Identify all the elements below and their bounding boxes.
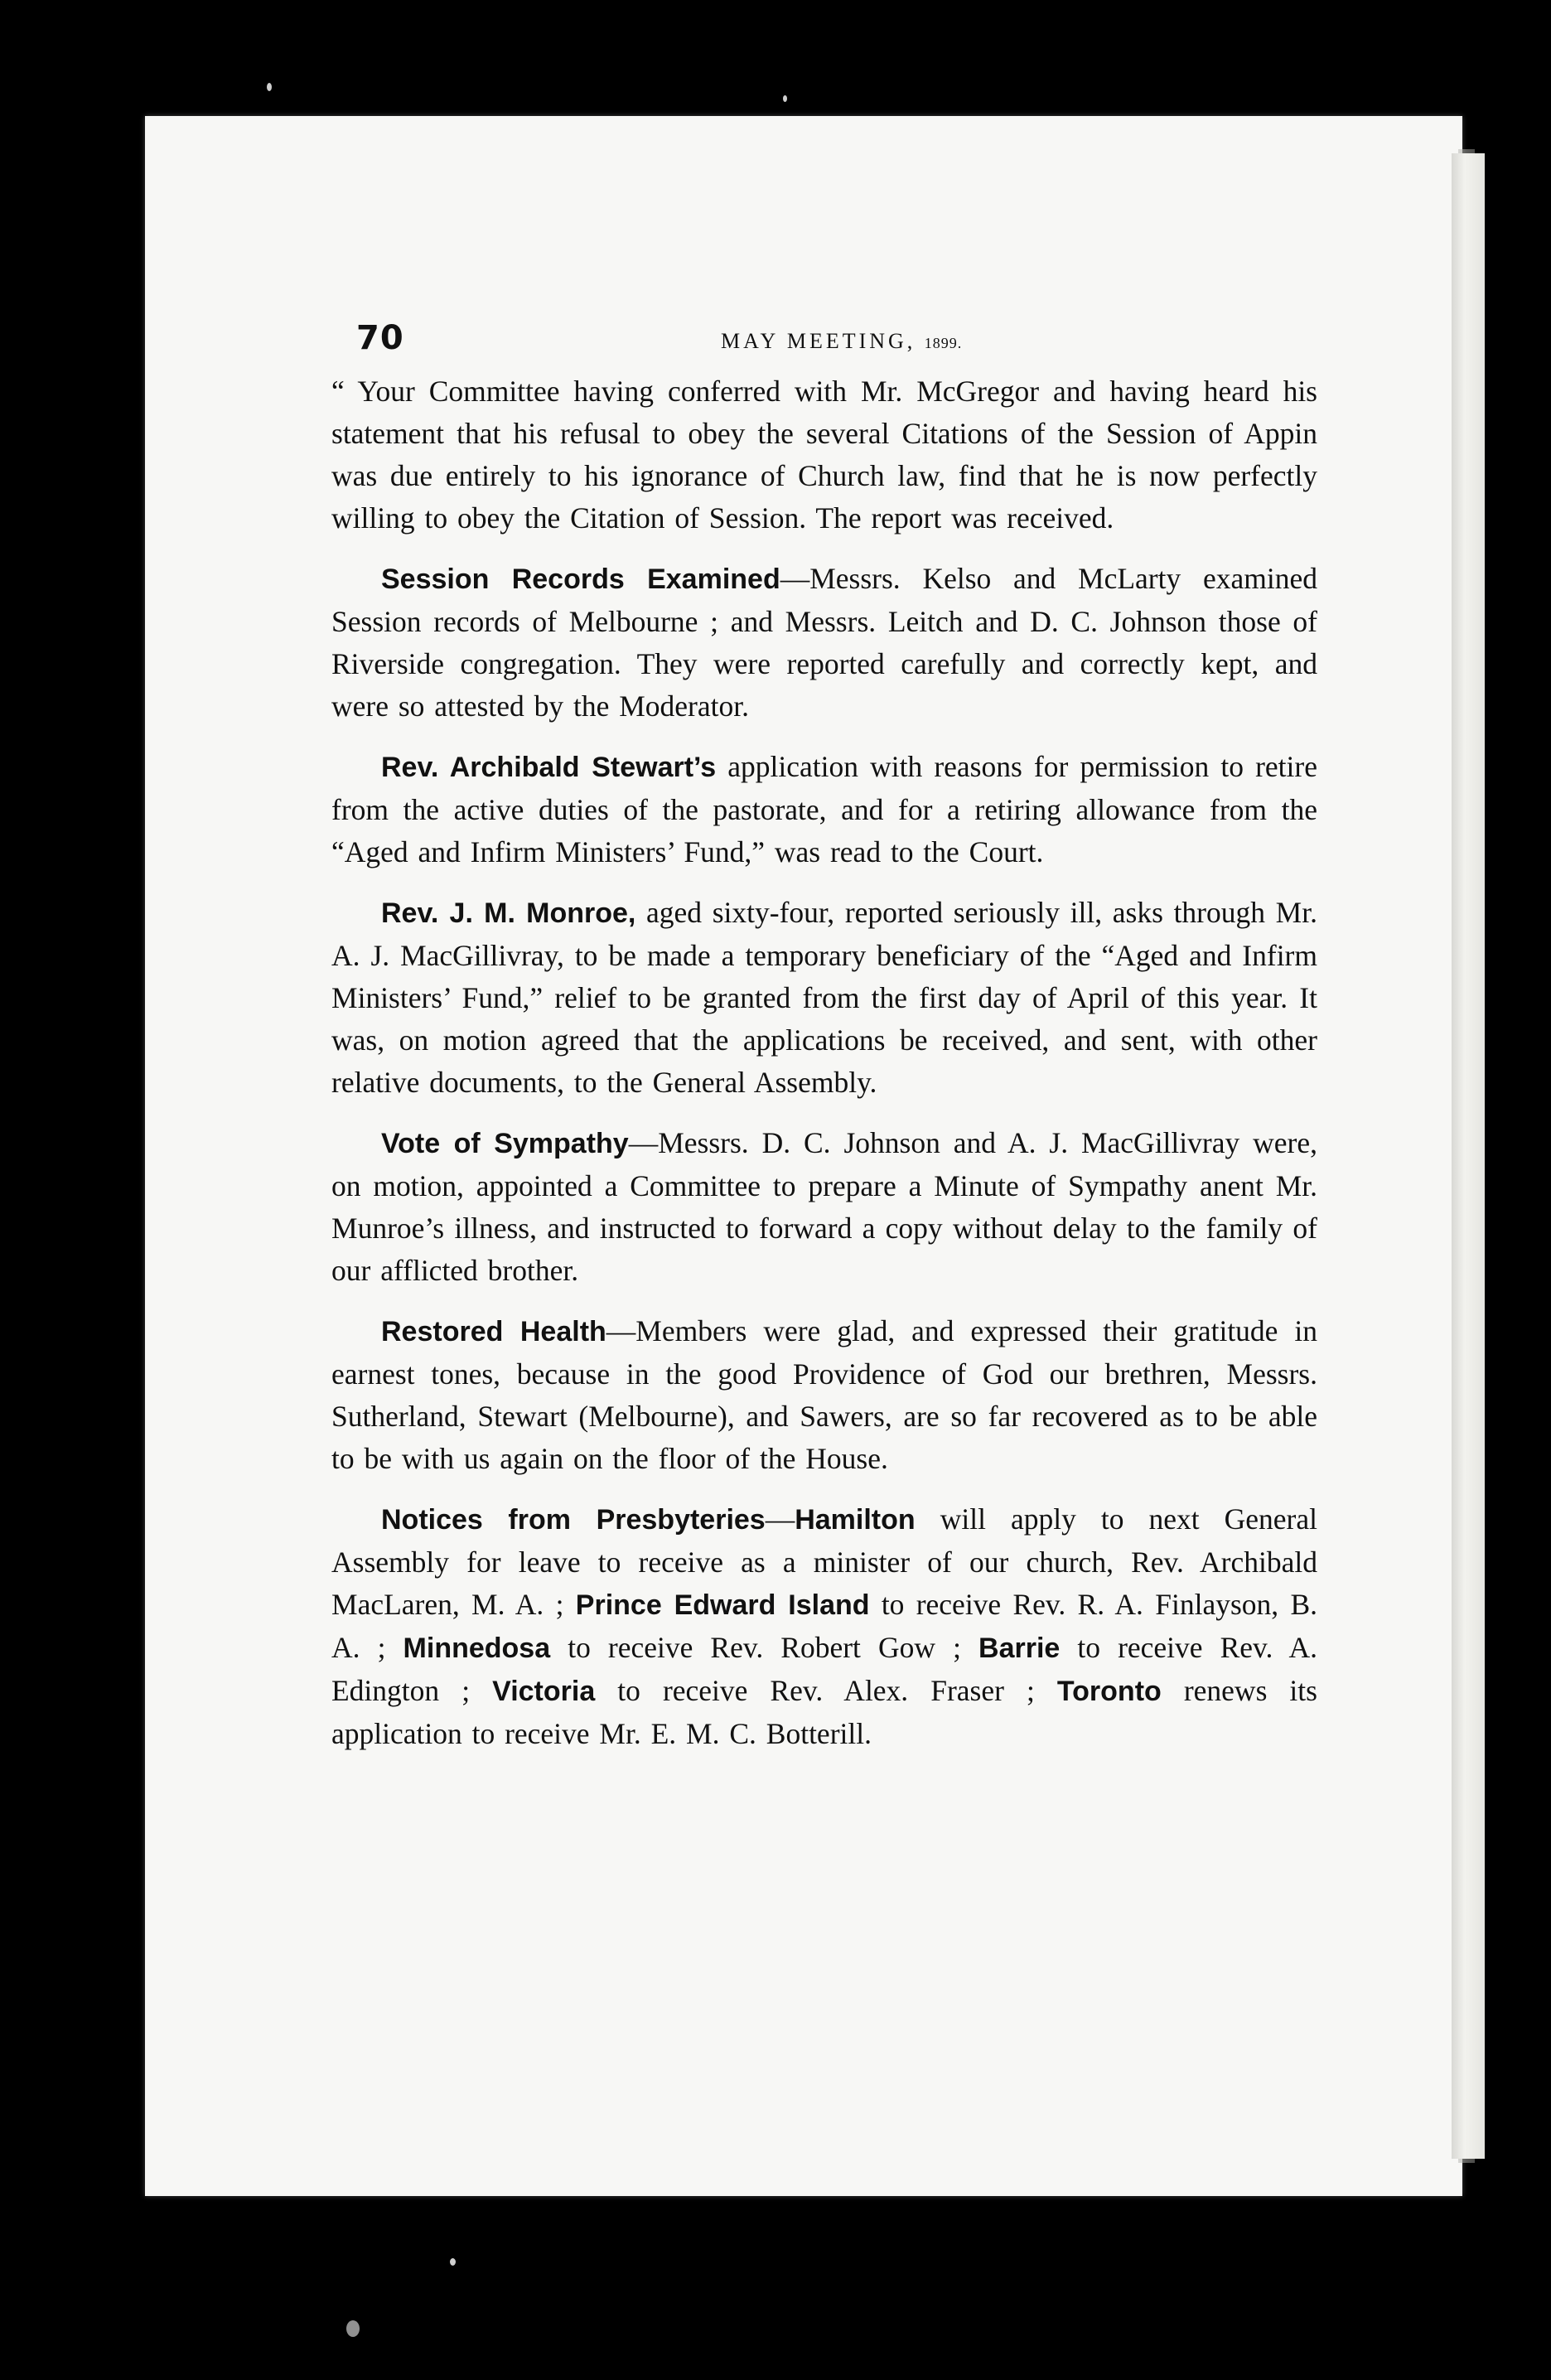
presbytery-name: Prince Edward Island — [575, 1589, 870, 1621]
heading-dash: — — [780, 562, 810, 595]
dust-speck — [450, 2258, 456, 2266]
paragraph-text: aged sixty-four, reported seriously ill, asks through Mr. A. J. MacGillivray, to be made a temporary beneficiary of the “Aged and Infirm Ministers’ Fund,” relief to be granted from the first day of April of this year. It was, on motion agreed that the applications be received, and sent, with other relative documents, to the General Assembly. — [331, 896, 1317, 1099]
running-head-year: 1899. — [924, 335, 963, 351]
section-heading: Rev. Archibald Stewart’s — [381, 752, 717, 783]
presbytery-name: Barrie — [978, 1633, 1061, 1664]
heading-dash: — — [606, 1314, 636, 1347]
page-number: 70 — [356, 319, 404, 357]
presbytery-name: Victoria — [492, 1676, 596, 1707]
paragraph-text: Members were glad, and expressed their gratitude in earnest tones, because in the good Providence of God our brethren, Messrs. Sutherland, Stewart (Melbourne), and Sawers, are so far recovered as to be able to be with us again on the floor of the House. — [331, 1314, 1317, 1475]
page-text — [331, 319, 1317, 1773]
paragraph-text: Messrs. D. C. Johnson and A. J. MacGillivray were, on motion, appointed a Committee to prepare a Minute of Sympathy anent Mr. Munroe’s illness, and instructed to forward a copy without delay to the family of our afflicted brother. — [331, 1126, 1317, 1287]
presbytery-name: Minnedosa — [403, 1633, 551, 1664]
presbytery-name: Hamilton — [795, 1504, 916, 1536]
section-heading: Notices from Presbyteries — [381, 1504, 766, 1536]
page-header — [331, 319, 1317, 365]
paragraph-text: to receive Rev. A. Edington ; — [331, 1631, 1317, 1707]
paragraph-text: to receive Rev. Alex. Fraser ; — [595, 1674, 1057, 1707]
paragraph-text: Messrs. Kelso and McLarty examined Session records of Melbourne ; and Messrs. Leitch and D. C. Johnson those of Riverside congregation. They were reported carefully and correctly kept, and were so attested by the Moderator. — [331, 562, 1317, 723]
paragraph-text: “ Your Committee having conferred with Mr. McGregor and having heard his statement that his refusal to obey the several Citations of the Session of Appin was due entirely to his ignorance of Church law, find that he is now perfectly willing to obey the Citation of Session. The report was received. — [331, 375, 1317, 535]
dust-speck — [783, 95, 787, 102]
section-heading: Rev. J. M. Monroe, — [381, 897, 636, 929]
paragraph-text: to receive Rev. R. A. Finlayson, B. A. ; — [331, 1588, 1317, 1664]
paragraph-committee-report — [331, 370, 1317, 539]
paragraph-text: application with reasons for permission to retire from the active duties of the pastorate, and for a retiring allowance from the “Aged and Infirm Ministers’ Fund,” was read to the Court. — [331, 750, 1317, 868]
dust-speck — [346, 2320, 360, 2337]
section-heading: Vote of Sympathy — [381, 1128, 629, 1159]
paragraph-monroe — [331, 892, 1317, 1104]
dust-speck — [267, 83, 272, 91]
paragraph-notices-from-presbyteries — [331, 1498, 1317, 1755]
section-heading: Restored Health — [381, 1316, 606, 1347]
section-heading: Session Records Examined — [381, 564, 780, 595]
heading-dash: — — [765, 1502, 795, 1536]
paragraph-text: to receive Rev. Robert Gow ; — [550, 1631, 979, 1664]
page-edge — [1452, 153, 1485, 2159]
heading-dash: — — [628, 1126, 659, 1159]
paragraph-text: renews its application to receive Mr. E. M. C. Botterill. — [331, 1674, 1317, 1750]
paragraph-session-records — [331, 558, 1317, 728]
presbytery-name: Toronto — [1056, 1676, 1162, 1707]
paragraph-restored-health — [331, 1310, 1317, 1480]
paragraph-stewart-application — [331, 746, 1317, 873]
running-head-title: MAY MEETING, — [721, 329, 916, 353]
running-head — [721, 329, 962, 354]
paragraph-text: will apply to next General Assembly for leave to receive as a minister of our church, Rev. Archibald MacLaren, M. A. ; — [331, 1502, 1317, 1621]
paragraph-vote-of-sympathy — [331, 1122, 1317, 1292]
